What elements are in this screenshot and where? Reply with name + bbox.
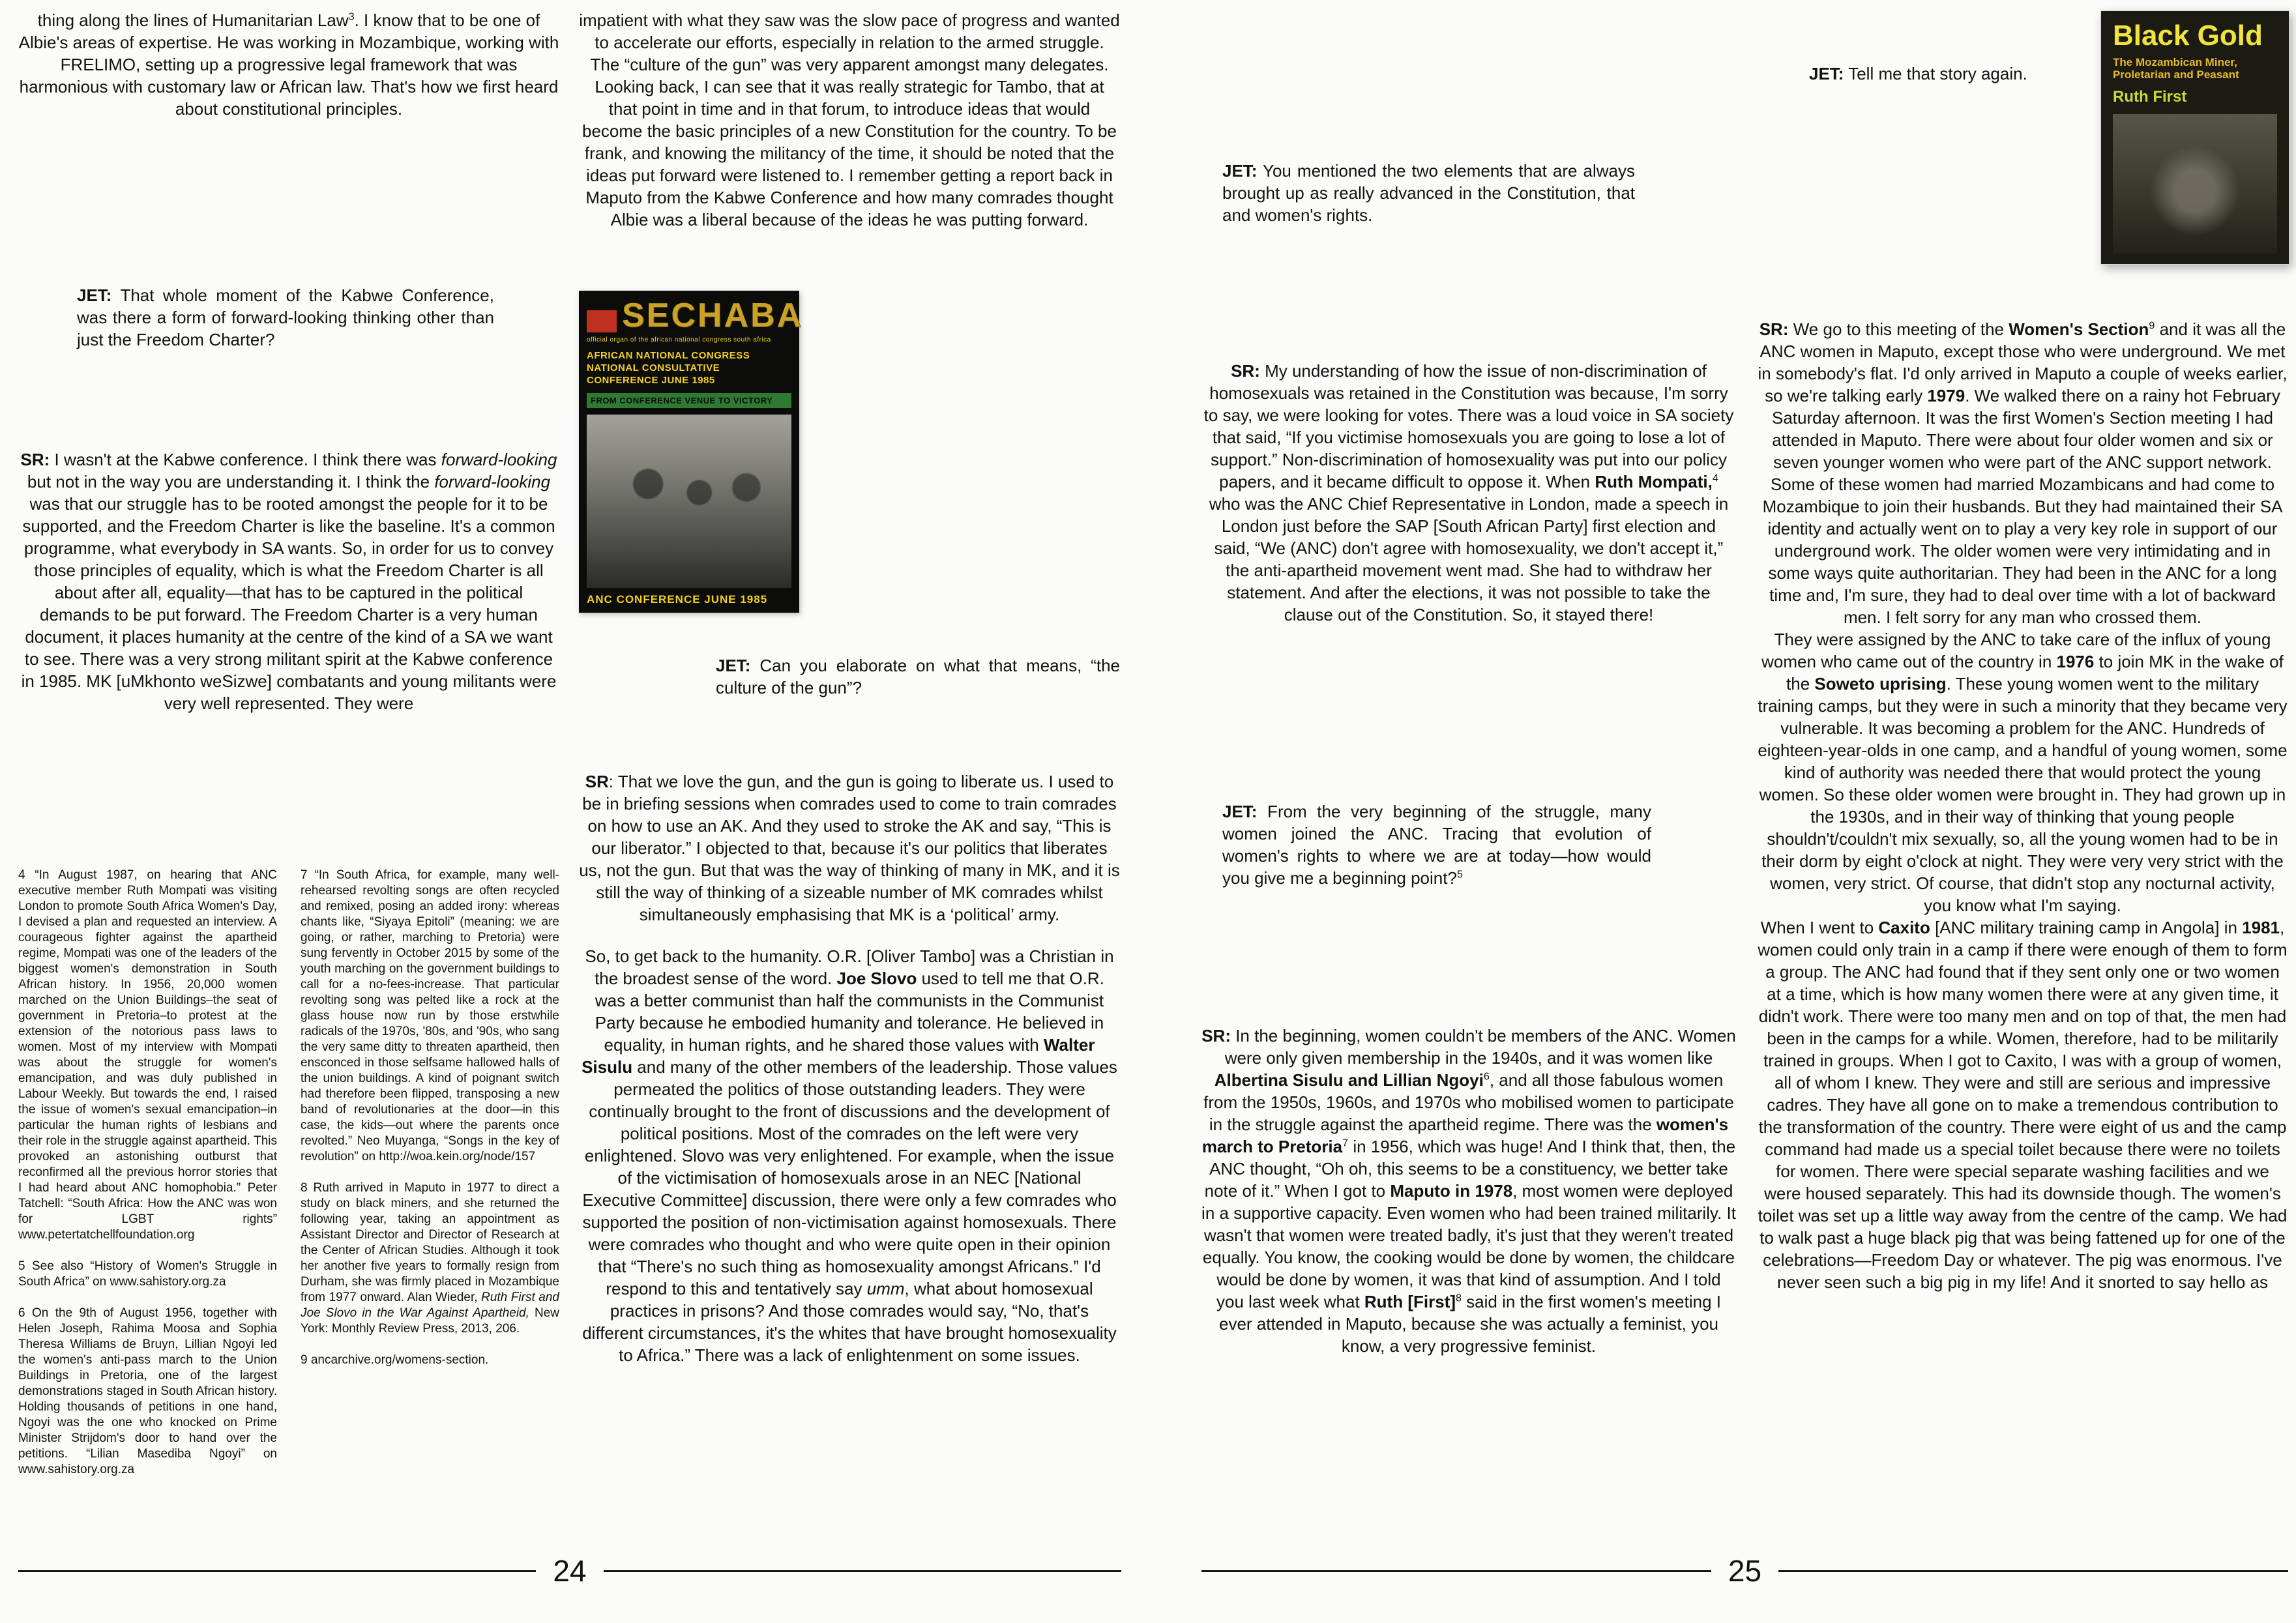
question-tell-story-again: JET: Tell me that story again. xyxy=(1809,64,2027,83)
page-number-row-24 xyxy=(18,1551,1121,1590)
footnotes-left-subcolumn xyxy=(18,868,277,1493)
page-number-row-25 xyxy=(1201,1551,2288,1590)
answer-womens-section-meeting: SR: We go to this meeting of the Women's Section$^9$ and it was all the ANC women in Maputo, except those who were underground. We met in somebody's flat. I'd only arrived in Maputo a couple of weeks earlier, so we're talking early 1979. We walked there on a rainy hot February Saturday afternoon. It was the first Women's Section meeting I had attended in Maputo. There were about four older women and six or seven younger women who were part of the ANC support network. Some of these women had married Mozambicans and had come to Mozambique to join their husbands. But they had maintained their SA identity and actually went on to play a very key role in support of our underground work. The older women were very intimidating and in some ways quite authoritarian. They had been in the ANC for a long time and, I'm sure, they had to deal over time with a lot of backward men. I felt sorry for any man who crossed them. xyxy=(1758,319,2288,627)
sechaba-conference-photo xyxy=(587,415,791,588)
answer-humanity-tambo-slovo: So, to get back to the humanity. O.R. [Oliver Tambo] was a Christian in the broadest sense of the word. Joe Slovo used to tell me that O.R. was a better communist than half the communists in the Communist Party because he embodied humanity and tolerance. He believed in equality, in human rights, and he shared those values with Walter Sisulu and many of the other members of the leadership. Those values permeated the politics of those outstanding leaders. They were continually brought to the front of discussions and the development of political positions. Most of the comrades on the left were very enlightened. Slovo was very enlightened. For example, when the issue of the victimisation of homosexuals arose in an NEC [National Executive Committee] discussion, there were only a few comrades who supported the position of non-victimisation against homosexuals. There were comrades who thought and who were quite open in their opinion that “There's no such thing as homosexuality amongst Africans.” I'd respond to this and tentatively say umm, what about homosexual practices in prisons? And those comrades would say, “No, that's different circumstances, it's the whites that have brought homosexuality to Africa.” There was a lack of enlightenment on some issues. xyxy=(581,946,1117,1365)
sechaba-masthead-row xyxy=(587,297,804,334)
page-24-column-2 xyxy=(579,9,1120,1366)
answer-non-discrimination-clause: SR: My understanding of how the issue of non-discrimination of homosexuals was retained in the Constitution was because, I'm sorry to say, we were looking for votes. There was a loud voice in SA society that said, “If you victimise homosexuals you are going to lose a lot of support.” Non-discrimination of homosexuality was put into our policy papers, and it became difficult to oppose it. When Ruth Mompati,$^4$ who was the ANC Chief Representative in London, made a speech in London just before the SAP [South African Party] first election and said, “We (ANC) don't agree with homosexuality, we don't accept it,” the anti-apartheid movement went mad. She had to withdraw her statement. And after the elections, it was not possible to take the clause out of the Constitution. So, it stayed there! xyxy=(1203,361,1734,624)
black-gold-cover-photo xyxy=(2113,114,2277,254)
page-number-24: 24 xyxy=(553,1554,587,1588)
footnotes-block xyxy=(18,868,559,1493)
answer-women-membership-history: SR: In the beginning, women couldn't be members of the ANC. Women were only given membership in the 1940s, and it was women like Albertina Sisulu and Lillian Ngoyi$^6$, and all those fabulous women from the 1950s, 1960s, and 1970s who mobilised women to participate in the struggle against the apartheid regime. There was the women's march to Pretoria$^7$ in 1956, which was huge! And I think that, then, the ANC thought, “Oh oh, this seems to be a constituency, we better take note of it.” When I got to Maputo in 1978, most women were deployed in a supportive capacity. Even women who had been trained militarily. It wasn't that women were treated badly, it's just that they weren't treated equally. You know, the cooking would be done by women, the childcare would be done by women, it was that kind of assumption. And I told you last week what Ruth [First]$^8$ said in the first women's meeting I ever attended in Maputo, because she was actually a feminist, you know, a very progressive feminist. xyxy=(1201,1026,1736,1356)
answer-caxito-camp: When I went to Caxito [ANC military training camp in Angola] in 1981, women could only train in a camp if there were enough of them to form a group. The ANC had found that if they sent only one or two women at a time, which is how many women there were at any given time, it didn't work. There were too many men and on top of that, the men had been in the camps for a while. Women, therefore, had to be militarily trained in groups. When I got to Caxito, I was with a group of women, all of whom I knew. They were and still are serious and impressive cadres. They have all gone on to make a tremendous contribution to the transformation of the country. There were eight of us and the camp command had made us a special toilet because there were no toilets for women. There were special separate washing facilities and we were housed separately. This had its downside though. The women's toilet was set up a little way away from the centre of the camp. We had to walk past a huge black pig that was being fattened up for one of the celebrations—Freedom Day or whatever. The pig was enormous. I've never seen such a big pig in my life! And it snorted to say hello as xyxy=(1758,918,2288,1292)
page-25-column-3 xyxy=(1201,0,1736,1357)
question-constitution-womens-rights: JET: You mentioned the two elements that are always brought up as really advanced in the Constitution, that and women's rights. xyxy=(1222,161,1635,225)
page-number-25: 25 xyxy=(1728,1554,1762,1588)
footnote-5: 5 See also “History of Women's Struggle in South Africa” on www.sahistory.org.za xyxy=(18,1259,277,1289)
answer-kabwe-freedom-charter: SR: I wasn't at the Kabwe conference. I think there was forward-looking but not in the way you are understanding it. I think the forward-looking was that our struggle has to be rooted amongst the people for it to be supported, and the Freedom Charter is like the baseline. It's a common programme, what everybody in SA wants. So, in order for us to convey those principles of equality, which is what the Freedom Charter is all about after all, equality—that has to be captured in the political demands to be put forward. The Freedom Charter is a very human document, it places humanity at the centre of the kind of a SA we want to see. There was a very strong militant spirit at the Kabwe conference in 1985. MK [uMkhonto weSizwe] combatants and young militants were very well represented. They were xyxy=(20,450,557,713)
answer-love-the-gun: SR: That we love the gun, and the gun is going to liberate us. I used to be in briefing sessions when comrades used to come to train comrades on how to use an AK. And they used to stroke the AK and say, “This is our liberator.” I objected to that, because it's our politics that liberates us, not the gun. But that was the way of thinking of many in MK, and it is still the way of thinking of a sizeable number of MK comrades whilst simultaneously emphasising that MK is a ‘political’ army. xyxy=(579,772,1120,924)
sechaba-masthead: SECHABA xyxy=(622,297,804,334)
question-women-joined-anc: JET: From the very beginning of the struggle, many women joined the ANC. Tracing that evolution of women's rights to where we are at today—how would you give me a beginning point?$^5$ xyxy=(1222,802,1651,888)
paragraph-culture-of-the-gun-context: impatient with what they saw was the slow pace of progress and wanted to accelerate our efforts, especially in relation to the armed struggle. The “culture of the gun” was very apparent amongst many delegates. Looking back, I can see that it was really strategic for Tambo, that at that point in time and in that forum, to introduce ideas that would become the basic principles of a new Constitution for the country. To be frank, and knowing the militancy of the time, it should be noted that the ideas put forward were listened to. I remember getting a report back in Maputo from the Kabwe Conference and how many comrades thought Albie was a liberal because of the ideas he was putting forward. xyxy=(579,10,1120,229)
black-gold-book-cover xyxy=(2100,10,2289,265)
page-rule-right xyxy=(1778,1570,2288,1572)
answer-soweto-uprising-influx: They were assigned by the ANC to take care of the influx of young women who came out of the country in 1976 to join MK in the wake of the Soweto uprising. These young women went to the military training camps, but they were in such a minority that they became very vulnerable. It was becoming a problem for the ANC. Hundreds of eighteen-year-olds in one camp, and a handful of young women, some kind of authority was needed there that would protect the young women. So these older women were brought in. They had grown up in the 1930s, and in their way of thinking that young people shouldn't/couldn't mix sexually, so, all the young women had to be in their dorm by eight o'clock at night. They were very very strict with the women, very strict. Of course, that didn't stop any nocturnal activity, you know what I'm saying. xyxy=(1758,630,2288,915)
sechaba-tagline: official organ of the african national congress south africa xyxy=(587,336,771,344)
page-rule-right xyxy=(604,1570,1121,1572)
footnote-8: 8 Ruth arrived in Maputo in 1977 to direct a study on black miners, and she returned the following year, taking an appointment as Assistant Director and Director of Research at the Center of African Studies. Although it took her another five years to formally resign from Durham, she was firmly placed in Mozambique from 1977 onward. Alan Wieder, Ruth First and Joe Slovo in the War Against Apartheid, New York: Monthly Review Press, 2013, 206. xyxy=(301,1181,559,1336)
black-gold-author: Ruth First xyxy=(2113,87,2187,106)
sechaba-green-banner: FROM CONFERENCE VENUE TO VICTORY xyxy=(587,393,791,408)
page-rule-left xyxy=(18,1570,536,1572)
footnotes-right-subcolumn xyxy=(301,868,559,1493)
black-gold-title: Black Gold xyxy=(2113,20,2263,51)
black-gold-subtitle: The Mozambican Miner, Proletarian and Peasant xyxy=(2113,55,2239,81)
footnote-9: 9 ancarchive.org/womens-section. xyxy=(301,1353,489,1367)
sechaba-red-box xyxy=(587,310,617,332)
sechaba-caption: ANC CONFERENCE JUNE 1985 xyxy=(587,593,768,606)
paragraph-humanitarian-law: thing along the lines of Humanitarian Law$^3$. I know that to be one of Albie's areas of expertise. He was working in Mozambique, working with FRELIMO, setting up a progressive legal framework that was harmonious with customary law or African law. That's how we first heard about constitutional principles. xyxy=(18,10,559,119)
footnote-6: 6 On the 9th of August 1956, together with Helen Joseph, Rahima Moosa and Sophia Theresa Williams de Bruyn, Lillian Ngoyi led the women's anti-pass march to the Union Buildings in Pretoria, one of the largest demonstrations staged in South African history. Holding thousands of petitions in one hand, Ngoyi was the one who knocked on Prime Minister Strijdom's door to hand over the petitions. “Lilian Masediba Ngoyi” on www.sahistory.org.za xyxy=(18,1306,277,1476)
footnote-7: 7 “In South Africa, for example, many well-rehearsed revolting songs are often recycled and remixed, posing an added irony: whereas chants like, “Siyaya Epitoli” (meaning: we are going, or rather, marching to Pretoria) were sung fervently in October 2015 by some of the youth marching on the government buildings to call for a no-fees-increase. That particular revolting song was pelted like a rock at the glass house now run by those erstwhile radicals of the 1970s, '80s, and '90s, who sang the very same ditty to threaten apartheid, then ensconced in those selfsame hallowed halls of the union buildings. A kind of poignant switch had therefore been flipped, transposing a new band of revolutionaries at the door—in this case, the kids—out where the parents once revolted.” Neo Muyanga, “Songs in the key of revolution” on http://woa.kein.org/node/157 xyxy=(301,868,559,1163)
page-24-column-1 xyxy=(18,9,559,1493)
sechaba-headline: AFRICAN NATIONAL CONGRESS NATIONAL CONSULTATIVE CONFERENCE JUNE 1985 xyxy=(587,350,750,386)
footnote-4: 4 “In August 1987, on hearing that ANC executive member Ruth Mompati was visiting London to promote South Africa Women's Day, I devised a plan and requested an interview. A courageous fighter against the apartheid regime, Mompati was one of the leaders of the biggest women's demonstration in South African history. In 1956, 20,000 women marched on the Union Buildings–the seat of government in Pretoria–to protest at the extension of the notorious pass laws to women. Most of my interview with Mompati was about the struggle for women's emancipation, and was duly published in Labour Weekly. But towards the end, I raised the issue of women's sexual emancipation–in particular the human rights of lesbians and their role in the struggle against apartheid. This provoked an astonishing outburst that reconfirmed all the previous horror stories that I had heard about ANC homophobia.” Peter Tatchell: “South Africa: How the ANC was won for LGBT rights” www.petertatchellfoundation.org xyxy=(18,868,277,1242)
sechaba-magazine-cover xyxy=(579,291,804,613)
page-rule-left xyxy=(1201,1570,1711,1572)
question-culture-of-the-gun: JET: Can you elaborate on what that means, “the culture of the gun”? xyxy=(716,656,1120,697)
question-kabwe-forward-looking: JET: That whole moment of the Kabwe Conference, was there a form of forward-looking thinking other than just the Freedom Charter? xyxy=(77,285,494,349)
